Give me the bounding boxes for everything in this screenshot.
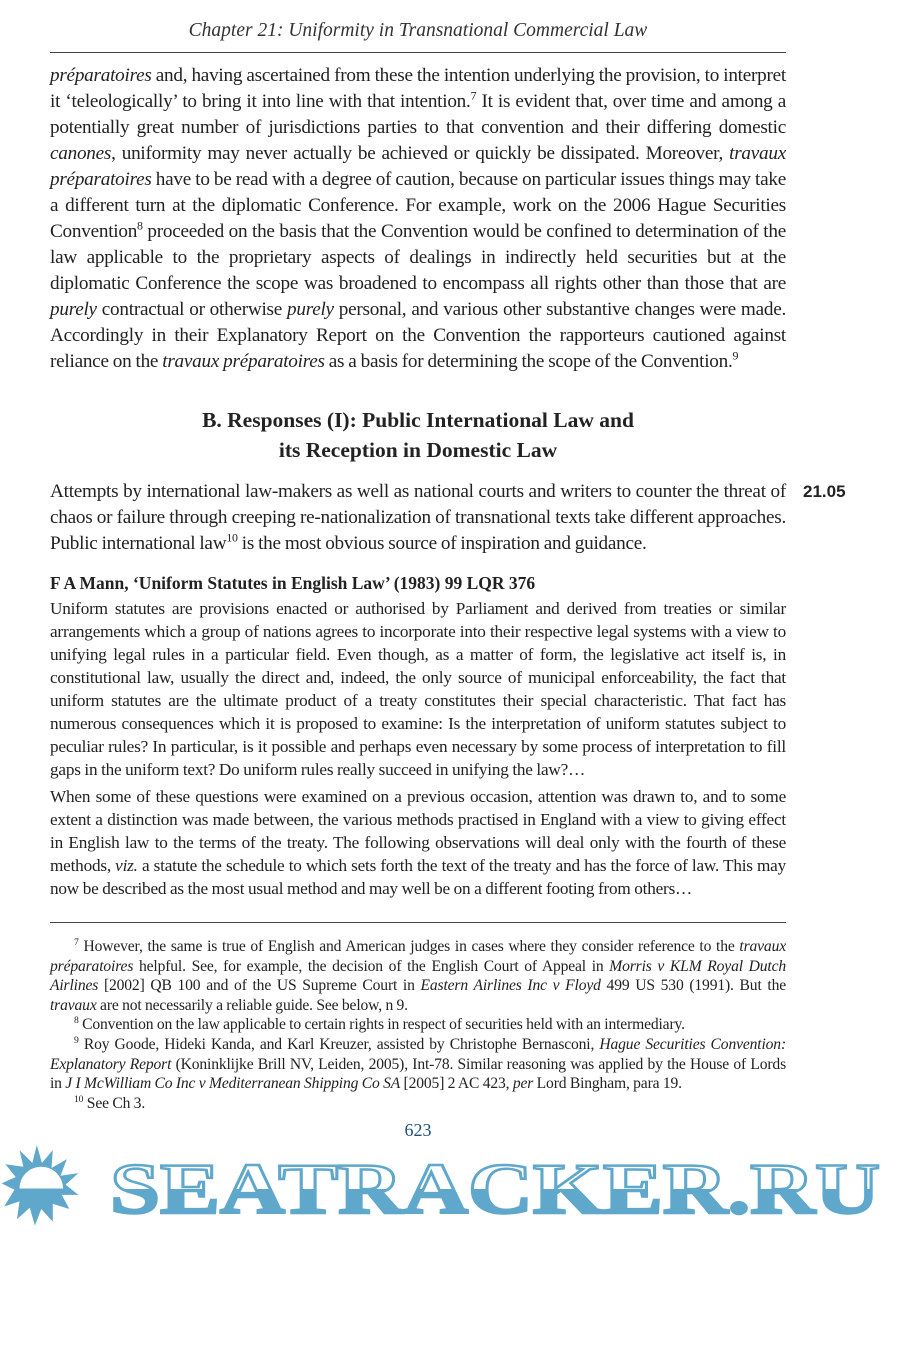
section-heading	[50, 405, 786, 465]
footnote-marker[interactable]: 7	[74, 936, 79, 948]
italic-text: Hague Securities Convention: Explanatory Report	[50, 1035, 786, 1073]
text-run: (Koninklijke Brill NV, Leiden, 2005), Int-78. Similar reasoning was applied by the House of Lords in	[50, 1055, 786, 1093]
block-quote	[50, 597, 786, 900]
italic-text: purely	[287, 299, 334, 320]
footnote-8	[50, 1015, 786, 1035]
italic-text: Morris v KLM Royal Dutch Airlines	[50, 957, 786, 995]
text-run: proceeded on the basis that the Convention would be confined to determination of the law applicable to the proprietary aspects of dealings in indirectly held securities but at the diplomatic Conference the scope was broadened to encompass all rights other than those that are	[50, 221, 786, 294]
header-rule	[50, 52, 786, 53]
italic-text: viz.	[115, 856, 138, 875]
text-run: 499 US 530 (1991). But the	[600, 977, 786, 995]
text-run: However, the same is true of English and American judges in cases where they consider reference to the	[78, 938, 740, 955]
italic-text: travaux préparatoires	[50, 938, 786, 975]
footnote-marker[interactable]: 9	[74, 1034, 79, 1046]
footnote-marker[interactable]: 8	[137, 218, 143, 233]
footnotes	[50, 937, 786, 1113]
watermark-logo	[0, 1143, 904, 1227]
text-run: contractual or otherwise	[96, 299, 288, 320]
text-run: a statute the schedule to which sets forth the text of the treaty and has the force of law. This may now be described as the most usual method and may well be on a different footing from others…	[50, 856, 786, 898]
text-run: , uniformity may never actually be achieved or quickly be dissipated. Moreover,	[111, 143, 730, 164]
text-run: [2002] QB 100 and of the US Supreme Court in	[98, 977, 421, 995]
page	[50, 0, 880, 1228]
italic-text: per	[512, 1075, 534, 1093]
text-run: Lord Bingham, para 19.	[533, 1075, 682, 1093]
section-heading-line-2: its Reception in Domestic Law	[278, 438, 558, 462]
footnote-marker[interactable]: 10	[74, 1093, 84, 1105]
text-run: See Ch 3.	[83, 1094, 146, 1112]
text-run: Roy Goode, Hideki Kanda, and Karl Kreuzer, assisted by Christophe Bernasconi,	[78, 1035, 600, 1053]
section-heading-line-1: B. Responses (I): Public International Law and	[202, 408, 634, 432]
footnote-7	[50, 937, 786, 1015]
italic-text: travaux préparatoires	[50, 143, 786, 190]
text-run: is the most obvious source of inspiration and guidance.	[237, 533, 647, 554]
text-run: It is evident that, over time and among a potentially great number of jurisdictions parties to that convention and their differing domestic	[50, 91, 786, 138]
page-number: 623	[404, 1120, 432, 1141]
text-run: helpful. See, for example, the decision of the English Court of Appeal in	[133, 957, 610, 975]
text-run: When some of these questions were examined on a previous occasion, attention was drawn to, and to some extent a distinction was made between, the various methods practised in England with a view to giving effect in English law to the terms of the treaty. The following observations will deal only with the fourth of these methods,	[50, 787, 786, 875]
footnote-rule	[50, 922, 786, 923]
text-run: Convention on the law applicable to certain rights in respect of securities held with an intermediary.	[78, 1016, 685, 1034]
quote-paragraph	[50, 597, 786, 781]
italic-text: canones	[50, 143, 112, 164]
text-run: have to be read with a degree of caution, because on particular issues things may take a different turn at the diplomatic Conference. For example, work on the 2006 Hague Securities Convention	[50, 169, 786, 242]
text-run: as a basis for determining the scope of the Convention.	[324, 351, 733, 372]
text-run: and, having ascertained from these the intention underlying the provision, to interpret it ‘teleologically’ to bring it into line with that intention.	[50, 65, 786, 112]
footnote-marker[interactable]: 7	[470, 88, 477, 103]
italic-text: travaux	[50, 996, 97, 1014]
italic-text: travaux préparatoires	[162, 351, 325, 372]
watermark-text: SEATRACKER.RU	[110, 1149, 880, 1228]
text-run: Attempts by international law-makers as well as national courts and writers to counter the threat of chaos or failure through creeping re-nationalization of transnational texts take different approaches. Public international law	[50, 481, 786, 554]
italic-text: J I McWilliam Co Inc v Mediterranean Shipping Co SA	[65, 1075, 401, 1093]
italic-text: purely	[50, 299, 97, 320]
text-run: Uniform statutes are provisions enacted or authorised by Parliament and derived from treaties or similar arrangements which a group of nations agrees to incorporate into their respective legal systems with a view to unifying legal rules in a particular field. Even though, as a matter of form, the legislative act itself is, in constitutional law, usually the direct and, indeed, the only source of municipal enforceability, the fact that uniform statutes are the ultimate product of a treaty constitutes their special characteristic. That fact has numerous consequences which it is proposed to examine: Is the interpretation of uniform statutes subject to peculiar rules? In particular, is it possible and perhaps even necessary by some process of interpretation to fill gaps in the uniform text? Do uniform rules really succeed in unifying the law?…	[50, 599, 786, 779]
text-run: personal, and various other substantive changes were made. Accordingly in their Explanatory Report on the Convention the rapporteurs cautioned against reliance on the	[50, 299, 787, 372]
quote-heading: F A Mann, ‘Uniform Statutes in English Law’ (1983) 99 LQR 376	[50, 573, 536, 593]
footnote-10	[50, 1094, 786, 1114]
paragraph-number: 21.05	[803, 482, 846, 501]
italic-text: préparatoires	[50, 65, 152, 86]
quote-paragraph	[50, 785, 786, 900]
footnote-marker[interactable]: 8	[74, 1015, 79, 1027]
sun-icon	[2, 1145, 79, 1226]
running-header: Chapter 21: Uniformity in Transnational Commercial Law	[188, 20, 648, 41]
footnote-9	[50, 1035, 786, 1094]
footnote-marker[interactable]: 10	[226, 530, 238, 545]
italic-text: Eastern Airlines Inc v Floyd	[420, 977, 601, 995]
paragraph-2-block	[50, 479, 846, 557]
text-run: [2005] 2 AC 423,	[400, 1075, 513, 1093]
body-paragraph-1	[50, 63, 786, 375]
body-paragraph-2	[50, 479, 786, 557]
footnote-marker[interactable]: 9	[732, 348, 739, 363]
text-run: are not necessarily a reliable guide. See below, n 9.	[96, 996, 408, 1014]
